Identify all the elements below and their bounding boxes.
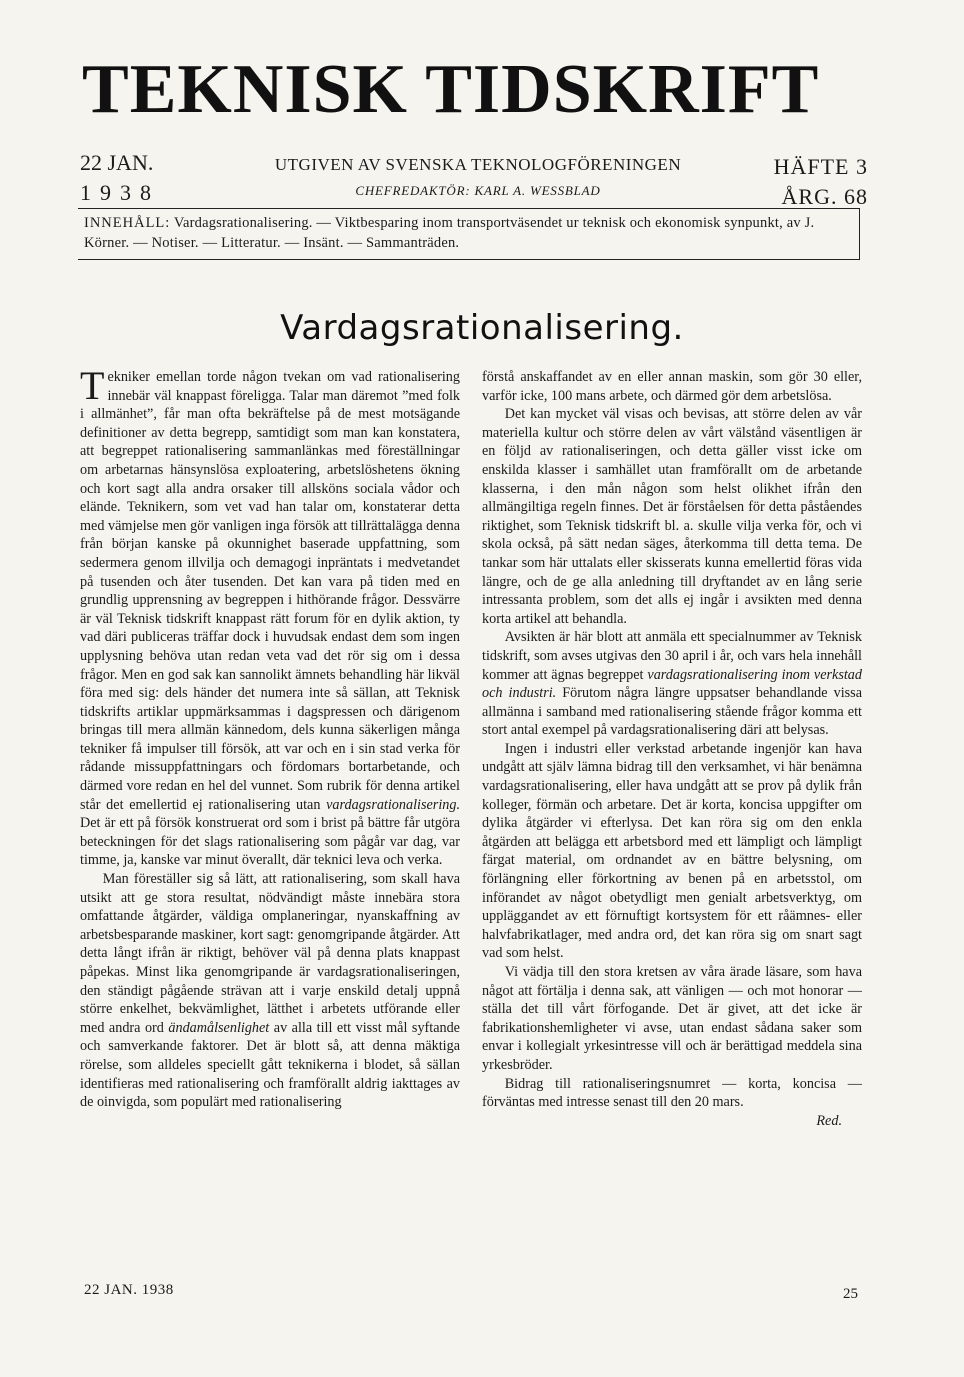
issue-year: 1938 [80, 180, 160, 205]
editor-line: CHEFREDAKTÖR: KARL A. WESSBLAD [355, 183, 601, 198]
article-signature: Red. [816, 1112, 842, 1129]
page-number: 25 [843, 1286, 858, 1302]
footer-date: 22 JAN. 1938 [84, 1282, 174, 1298]
article-column-right [482, 368, 862, 1130]
article-paragraph: förstå anskaffandet av en eller annan maskin, som gör 30 eller, varför icke, 100 mans arbete, och därmed gör dem arbetslösa. [482, 369, 862, 404]
article-column-left [80, 363, 460, 1112]
drop-cap: T [80, 363, 105, 408]
table-of-contents [78, 208, 860, 260]
issue-date-block [80, 148, 160, 208]
article-paragraph: Bidrag till rationaliseringsnumret — korta, koncisa — förväntas med intresse senast till den 20 mars. [482, 1075, 862, 1111]
publisher-line: UTGIVEN AV SVENSKA TEKNOLOGFÖRENINGEN [274, 155, 682, 174]
issue-number: HÄFTE 3 [773, 154, 868, 179]
toc-text: Vardagsrationalisering. — Viktbesparing inom transportväsendet ur teknisk och ekonomisk synpunkt, av J. Körner. — Notiser. — Litteratur. — Insänt. — Sammanträden. [84, 215, 815, 251]
article-paragraph: Tekniker emellan torde någon tvekan om vad rationalisering innebär väl knappast föreligga. Talar man däremot ”med folk i allmänhet”, får man ofta bekräftelse på de mest motsägande definitioner av detta begrepp, samtidigt som man kan konstatera, att begreppet rationalisering sammanlänkas med föreställningar om arbetarnas hänsynslösa exploatering, arbetslöshetens ökning och kort sagt alla andra orsaker till allsköns sociala vådor och elände. Teknikern, som vet vad han talar om, konstaterar detta med vämjelse men gör vanligen inga försök att tillrättalägga denna från början kanske på okunnighet baserade uppfattning, som sedermera genom illvilja och demagogi inpräntats i medvetandet på tusenden och åter tusenden. Det kan vara på tiden med en grundlig upprensning av begreppen i hithörande frågor. Dessvärre är väl Teknisk tidskrift knappast rätt forum för en dylik aktion, ty vad däri publiceras träffar dock i huvudsak endast dem som ingen upplysning behöva utan redan veta vad det rör sig om i dessa frågor. Men en god sak kan sannolikt ämnets behandling här likväl föra med sig: dels händer det numera inte så sällan, att Teknisk tidskrifts artiklar uppmärksammas i dagspressen och därigenom bringas till mera allmän kännedom, dels kunna säkerligen många tekniker få impulser till försök, att var och en i sin stad verka för rådande missuppfattningars och fördomars bortarbetande, och därmed vore redan en hel del vunnet. Som rubrik för denna artikel står det emellertid ej rationalisering utan vardagsrationalisering. Det är ett på försök konstruerat ord som i brist på bättre får utgöra beteckningen för det slags rationalisering som pågår var dag, var timme, ja, kanske var minut överallt, där teknici leva och verka. [80, 363, 460, 869]
article-title: Vardagsrationalisering. [280, 308, 684, 348]
article-paragraph: Vi vädja till den stora kretsen av våra ärade läsare, som hava något att förtälja i denna sak, att vänligen — och mot honorar — ställa det till vårt förfogande. Det är givet, att det icke är fabrikationshemligheter vi avse, utan endast sådana saker som envar i kollegialt yrkesintresse vill och är berättigad meddela sina yrkesbröder. [482, 964, 862, 1073]
volume-number: ÅRG. 68 [781, 184, 868, 209]
toc-label: INNEHÅLL: [84, 215, 171, 231]
article-paragraph: Det kan mycket väl visas och bevisas, att större delen av vår materiella kultur och större delen av vårt välstånd väsentligen är en följd av rationaliseringen, och detta gäller visst icke om enskilda klasser i samhället utan framförallt om de arbetande klasserna, i den mån någon som helst olikhet ifrån den allmängiltiga regeln finnes. Det är förståelsen för detta påståendes riktighet, som Teknisk tidskrift bl. a. skulle vilja verka för, och vi skola också, på sätt nedan säges, återkomma till detta tema. De tankar som här uttalats eller skisserats kunna emellertid föras vida längre, och de ge alla anledning till dryftandet av en lång serie intressanta problem, som det alls ej ingår i avsikten med denna korta artikel att behandla. [482, 406, 862, 627]
issue-number-block [774, 152, 868, 212]
article-paragraph: Avsikten är här blott att anmäla ett specialnummer av Teknisk tidskrift, som avses utgivas den 30 april i år, och vars hela innehåll kommer att ägnas begreppet vardagsrationalisering inom verkstad och industri. Förutom några längre uppsatser behandlande vissa allmänna i samband med rationalisering stående frågor komma ett stort antal exempel på vardagsrationalisering däri att belysas. [482, 629, 862, 739]
article-paragraph: Ingen i industri eller verkstad arbetande ingenjör kan hava undgått att själv lämna bidrag till den verksamhet, vi här benämna vardagsrationalisering, eller hava undgått att se prov på dylik från kolleger, förmän och arbetare. Det är korta, koncisa uppgifter om dylika åtgärder vi efterlysa. Det kan röra sig om den enkla åtgärden att belägga ett arbetsbord med ett lämpligt och lämpligt färgat material, om ordnandet av en bättre belysning, om förlängning eller förkortning av benen på en arbetsstol, om införandet av något obetydligt men genialt arbetsverktyg, om uppläggandet av ett förnuftigt kortsystem för ett råämnes- eller halvfabrikatlager, med andra ord, det kan röra sig om snart sagt vad som helst. [482, 740, 862, 962]
issue-date: 22 JAN. [80, 150, 154, 175]
article-paragraph: Man föreställer sig så lätt, att rationalisering, som skall hava utsikt att ge stora resultat, nödvändigt måste innebära stora omfattande åtgärder, väldiga omplaneringar, nyanskaffning av arbetsbesparande maskiner, kort sagt: genomgripande åtgärder. Att detta långt ifrån är riktigt, behöver väl på denna plats knappast påpekas. Minst lika genomgripande är vardagsrationaliseringen, den ständigt pågående strävan att i varje enskild detalj uppnå större enkelhet, bekvämlighet, lätthet i arbetets utförande eller med andra ord ändamålsenlighet av alla till ett visst mål syftande och samverkande faktorer. Det är blott så, att denna mäktiga rörelse, som alldeles speciellt gått teknikerna i blodet, så sällan identifieras med rationalisering och framförallt aldrig iakttages av de oinvigda, som populärt med rationalisering [80, 871, 460, 1111]
masthead-title: TEKNISK TIDSKRIFT [82, 51, 820, 128]
